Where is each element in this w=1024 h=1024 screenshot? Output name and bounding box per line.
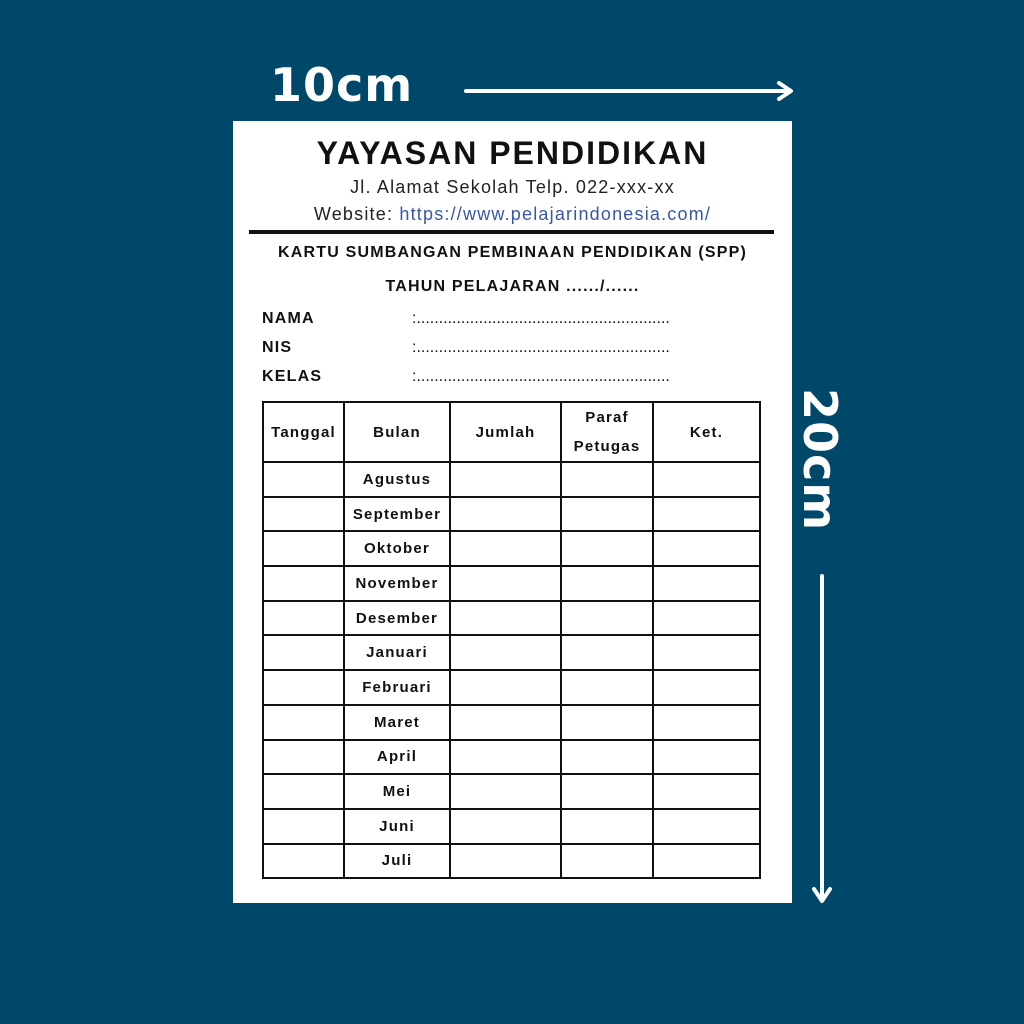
field-blank-line: :.........................................................	[412, 368, 670, 385]
field-label: KELAS	[262, 368, 323, 385]
amount-cell	[450, 497, 561, 532]
organization-name: YAYASAN PENDIDIKAN	[316, 135, 709, 171]
signature-cell	[561, 740, 653, 775]
signature-cell	[561, 774, 653, 809]
note-cell	[653, 844, 760, 879]
table-row	[263, 462, 760, 497]
date-cell	[263, 635, 344, 670]
height-arrow-icon	[809, 572, 835, 908]
amount-cell	[450, 844, 561, 879]
table-row	[263, 705, 760, 740]
table-header-row	[263, 402, 760, 462]
header-paraf-petugas	[561, 402, 653, 462]
note-cell	[653, 774, 760, 809]
website-line	[233, 204, 792, 225]
amount-cell	[450, 809, 561, 844]
spp-card	[233, 121, 792, 903]
note-cell	[653, 531, 760, 566]
field-label: NAMA	[262, 310, 315, 327]
month-cell: Juli	[344, 844, 450, 879]
month-cell: November	[344, 566, 450, 601]
note-cell	[653, 497, 760, 532]
date-cell	[263, 497, 344, 532]
table-row	[263, 566, 760, 601]
amount-cell	[450, 670, 561, 705]
field-blank-line: :.........................................................	[412, 339, 670, 356]
payment-table	[262, 401, 761, 879]
month-cell: September	[344, 497, 450, 532]
month-cell: Februari	[344, 670, 450, 705]
month-cell: April	[344, 740, 450, 775]
header-bulan: Bulan	[344, 402, 450, 462]
date-cell	[263, 462, 344, 497]
website-url: https://www.pelajarindonesia.com/	[399, 204, 712, 224]
header-petugas: Petugas	[573, 438, 641, 455]
note-cell	[653, 462, 760, 497]
amount-cell	[450, 566, 561, 601]
month-cell: Maret	[344, 705, 450, 740]
table-row	[263, 601, 760, 636]
table-row	[263, 531, 760, 566]
field-label: NIS	[262, 339, 293, 356]
date-cell	[263, 566, 344, 601]
signature-cell	[561, 635, 653, 670]
signature-cell	[561, 705, 653, 740]
height-dimension-label: 20cm	[793, 388, 847, 532]
header-jumlah: Jumlah	[450, 402, 561, 462]
amount-cell	[450, 531, 561, 566]
month-cell: Juni	[344, 809, 450, 844]
amount-cell	[450, 601, 561, 636]
signature-cell	[561, 531, 653, 566]
card-title: KARTU SUMBANGAN PEMBINAAN PENDIDIKAN (SPP)	[277, 244, 748, 261]
month-cell: Oktober	[344, 531, 450, 566]
month-cell: Agustus	[344, 462, 450, 497]
amount-cell	[450, 462, 561, 497]
amount-cell	[450, 740, 561, 775]
note-cell	[653, 809, 760, 844]
note-cell	[653, 705, 760, 740]
signature-cell	[561, 601, 653, 636]
table-row	[263, 670, 760, 705]
date-cell	[263, 844, 344, 879]
date-cell	[263, 670, 344, 705]
table-row	[263, 497, 760, 532]
month-cell: Mei	[344, 774, 450, 809]
note-cell	[653, 566, 760, 601]
date-cell	[263, 705, 344, 740]
signature-cell	[561, 497, 653, 532]
table-row	[263, 740, 760, 775]
header-ket: Ket.	[653, 402, 760, 462]
note-cell	[653, 670, 760, 705]
month-cell: Januari	[344, 635, 450, 670]
header-divider	[249, 230, 774, 234]
date-cell	[263, 531, 344, 566]
website-prefix: Website:	[313, 204, 394, 224]
width-dimension-label: 10cm	[270, 58, 414, 112]
field-blank-line: :.........................................................	[412, 310, 670, 327]
signature-cell	[561, 566, 653, 601]
note-cell	[653, 601, 760, 636]
table-row	[263, 635, 760, 670]
field-row-nis	[262, 339, 762, 361]
table-row	[263, 844, 760, 879]
signature-cell	[561, 670, 653, 705]
amount-cell	[450, 635, 561, 670]
signature-cell	[561, 844, 653, 879]
school-year: TAHUN PELAJARAN ....../......	[385, 278, 640, 295]
field-row-kelas	[262, 368, 762, 390]
header-tanggal: Tanggal	[263, 402, 344, 462]
date-cell	[263, 740, 344, 775]
signature-cell	[561, 462, 653, 497]
field-row-nama	[262, 310, 762, 332]
date-cell	[263, 601, 344, 636]
signature-cell	[561, 809, 653, 844]
table-row	[263, 809, 760, 844]
note-cell	[653, 740, 760, 775]
date-cell	[263, 809, 344, 844]
month-cell: Desember	[344, 601, 450, 636]
amount-cell	[450, 705, 561, 740]
amount-cell	[450, 774, 561, 809]
school-address: Jl. Alamat Sekolah Telp. 022-xxx-xx	[350, 177, 675, 197]
table-row	[263, 774, 760, 809]
date-cell	[263, 774, 344, 809]
note-cell	[653, 635, 760, 670]
width-arrow-icon	[464, 80, 796, 102]
header-paraf: Paraf	[585, 409, 629, 426]
